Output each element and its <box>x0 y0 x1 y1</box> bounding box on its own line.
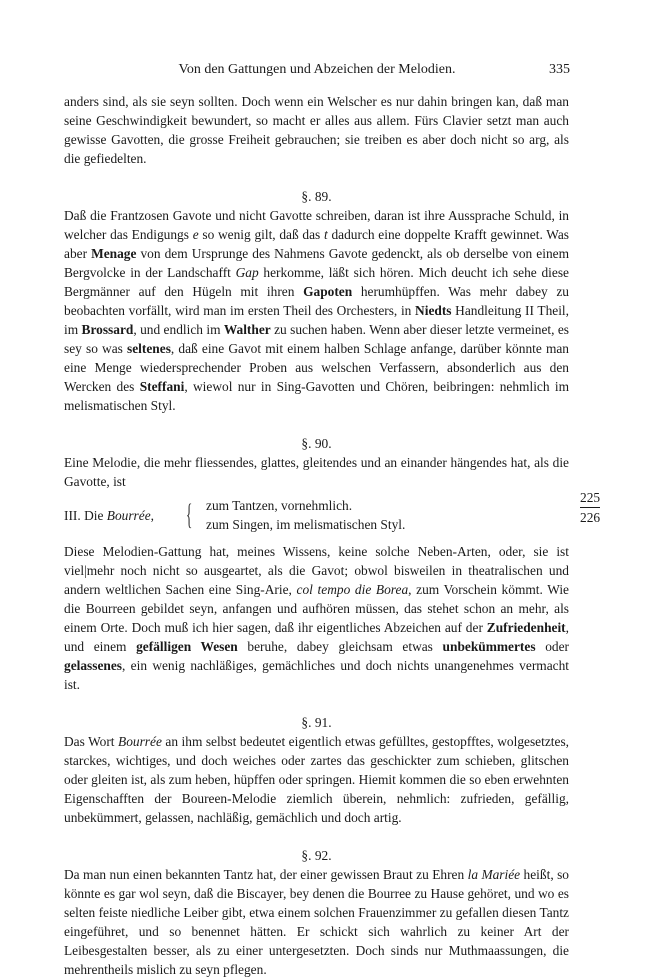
option-dance: zum Tantzen, vornehmlich. <box>206 498 353 513</box>
paragraph-92: Da man nun einen bekannten Tantz hat, der einer gewissen Braut zu Ehren la Mariée heißt, so könnte es gar wol seyn, daß die Biscayer, bey denen die Bourree zu Hause gehöret, und wo es selten feiste niedliche Leiber gibt, etwa einem solchen Frauenzimmer zu gefallen diesen Tantz eingeführet, und so benennet hätten. Er schickt sich wahrlich zu keiner Art der Leibesgestalten besser, als zu einer untergesetzten. Doch sinds nur Muthmaassungen, die mehrentheils mislich zu seyn pflegen. <box>64 867 569 977</box>
paragraph-89: Daß die Frantzosen Gavote und nicht Gavotte schreiben, daran ist ihre Aussprache Schuld, in welcher das Endigungs e so wenig gilt, daß das t dadurch eine doppelte Krafft gewinnet. Was aber Menage von dem Ursprunge des Nahmens Gavote gedenckt, als ob derselbe von einem Bergvolcke in der Landschafft Gap herkomme, läßt sich hören. Mich deucht ich sehe diese Bergmänner auf den Hügeln mit ihren Gapoten herumhüpffen. Was mehr dabey zu beobachten vorfällt, wird man im ersten Theil des Orchesters, in Niedts Handleitung II Theil, im Brossard, und endlich im Walther zu suchen haben. Wenn aber dieser letzte vermeinet, es sey so was seltenes, daß eine Gavot mit einem halben Schlage anfange, darüber könnte man eine Menge wiedersprechender Proben aus welschen Verfassern, absonderlich aus den Wercken des Steffani, wiewol nur in Sing-Gavotten und Chören, beibringen: nehmlich im melismatischen Styl. <box>64 208 570 413</box>
margin-page-reference <box>580 488 600 527</box>
section-heading-92: §. 92. <box>301 848 332 863</box>
paragraph-90-intro: Eine Melodie, die mehr fliessendes, glattes, gleitendes und an einander hängendes hat, als die Gavotte, ist <box>64 455 569 489</box>
brace-icon: { <box>185 498 193 531</box>
bourree-classification <box>64 496 569 534</box>
section-heading-90: §. 90. <box>301 436 332 451</box>
section-heading-89: §. 89. <box>301 189 332 204</box>
body-text <box>64 92 569 979</box>
running-title: Von den Gattungen und Abzeichen der Melodien. <box>178 62 456 77</box>
margin-ref-bottom: 226 <box>580 510 601 525</box>
paragraph-continuation: anders sind, als sie seyn sollten. Doch wenn ein Welscher es nur dahin bringen kan, daß man seine Geschwindigkeit bewundert, so macht er alles aus allem. Fürs Clavier setzt man auch gewisse Gavotten, die grosse Freiheit gebrauchen; sie treiben es aber doch nicht so arg, als die gefiedelten. <box>64 94 569 166</box>
section-heading-91: §. 91. <box>301 715 332 730</box>
paragraph-91: Das Wort Bourrée an ihm selbst bedeutet eigentlich etwas gefülltes, gestopfftes, wolgesetztes, starckes, wichtiges, und doch weiches oder zartes das geschickter zum schieben, glitschen oder gleiten ist, als zum heben, hüpffen oder springen. Hiemit kommen die so eben erwehnten Eigenschafften der Boureen-Melodie ziemlich überein, nehmlich: zufrieden, gefällig, unbekümmert, gelassen, nachläßig, gemächlich und doch artig. <box>64 734 570 825</box>
classification-options <box>206 496 405 534</box>
classification-label: III. Die Bourrée, <box>64 507 155 523</box>
option-singing: zum Singen, im melismatischen Styl. <box>206 517 406 532</box>
page-number: 335 <box>549 62 570 77</box>
paragraph-90: Diese Melodien-Gattung hat, meines Wissens, keine solche Neben-Arten, oder, sie ist viel|mehr noch nicht so ausgeartet, als die Gavot; obwol bisweilen in theatralischen und andern weltlichen Sachen eine Sing-Arie, col tempo die Borea, zum Vorschein kömmt. Wie die Bourreen gebildet seyn, anfangen und aufhören müssen, das stehet schon an mehr, als einem Orte. Doch muß ich hier sagen, daß ihr eigentliches Abzeichen auf der Zufriedenheit, und einem gefälligen Wesen beruhe, dabey gleichsam etwas unbekümmertes oder gelassenes, ein wenig nachläßiges, gemächliches und doch nichts unangenehmes vermacht ist. <box>64 544 570 692</box>
margin-ref-top: 225 <box>580 488 600 508</box>
